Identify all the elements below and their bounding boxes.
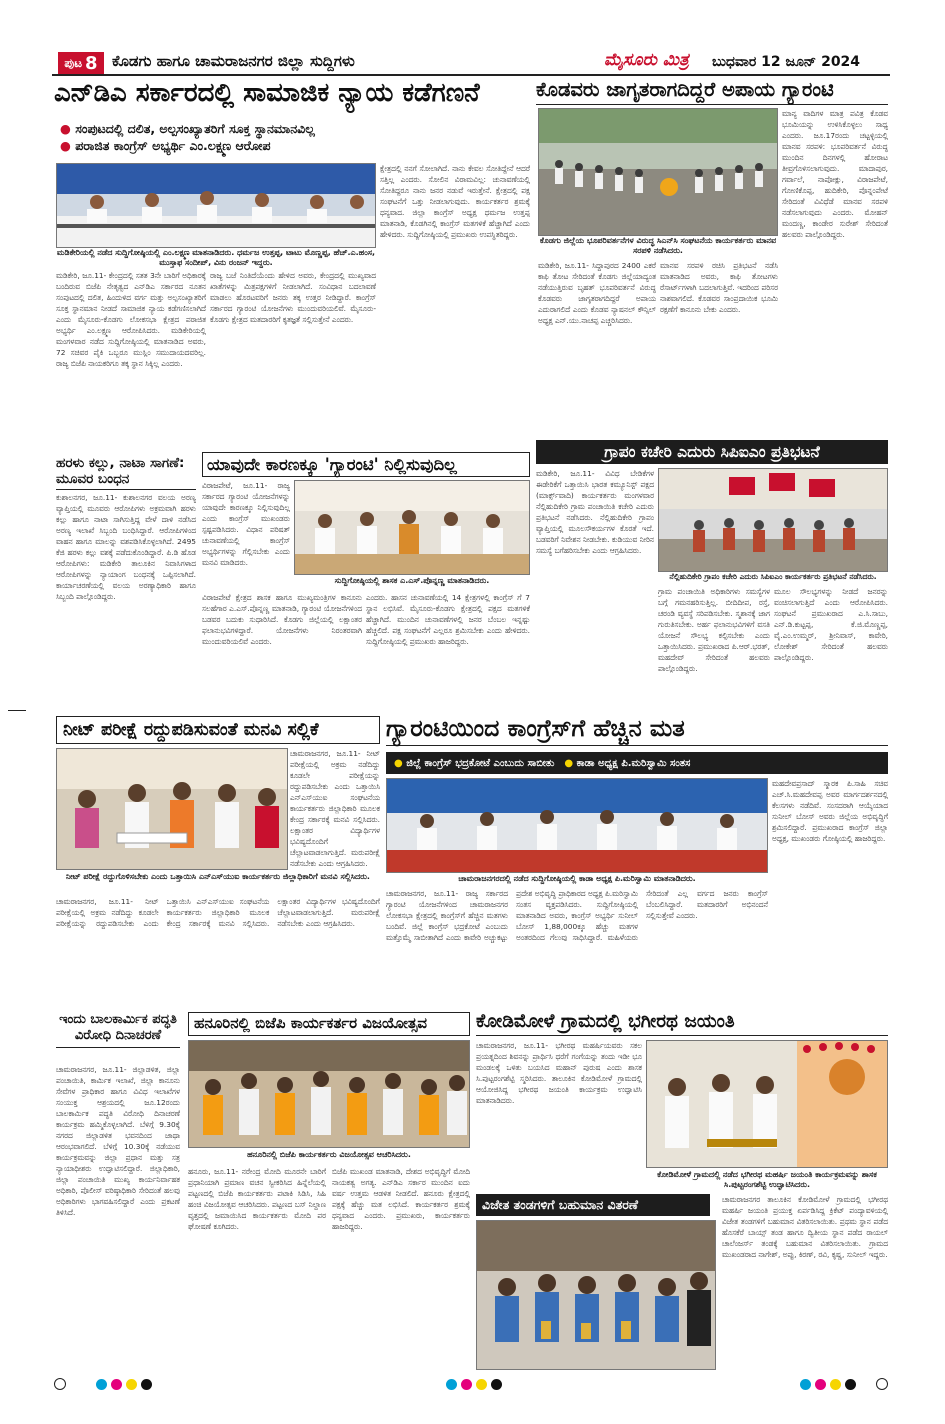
neet-headline: ನೀಟ್ ಪರೀಕ್ಷೆ ರದ್ದುಪಡಿಸುವಂತೆ ಮನವಿ ಸಲ್ಲಿಕೆ: [56, 716, 380, 744]
votes-headline: ಗ್ಯಾರಂಟಿಯಿಂದ ಕಾಂಗ್ರೆಸ್‌ಗೆ ಹೆಚ್ಚಿನ ಮತ: [386, 716, 888, 746]
lead-bullet-1: ● ಸಂಪುಟದಲ್ಲಿ ದಲಿತ, ಅಲ್ಪಸಂಖ್ಯಾತರಿಗೆ ಸೂಕ್ತ ಸ್ಥಾನಮಾನವಿಲ್ಲ: [60, 121, 315, 136]
team-image: [477, 1221, 716, 1370]
lead-bullets: [60, 120, 530, 154]
kodava-body-col1: ಮಡಿಕೇರಿ, ಜೂ.11- ಸಿದ್ದಾಪುರದ 2400 ಎಕರೆ ಕಾಫಿ ತೋಟ ಸೇರಿದಂತೆ ಕೊಡಗು ಜಿಲ್ಲೆಯಾದ್ಯಂತ ನಡೆಯುತ್ತಿರುವ ಬೃಹತ್ ಭೂಪರಿವರ್ತನೆ ವಿರುದ್ಧ ಕೊಡವರು ಜಾಗೃತರಾಗದಿದ್ದರೆ ಅಪಾಯ ಎದುರಾಗಲಿದೆ ಎಂದು ಕೊಡವ ನ್ಯಾಷನಲ್ ಕೌನ್ಸಿಲ್ ಅಧ್ಯಕ್ಷ ಎನ್.ಯು.ನಾಚಪ್ಪ ಎಚ್ಚರಿಸಿದರು.: [538, 261, 656, 325]
prize-photo: [476, 1220, 716, 1370]
cyan-dot-icon: [96, 1379, 107, 1390]
kodava-caption: ಕೊಡಗು ಜಿಲ್ಲೆಯ ಭೂಪರಿವರ್ತನೆಗಳ ವಿರುದ್ಧ ಸಿಎನ್‌ಸಿ ಸಂಘಟನೆಯ ಕಾರ್ಯಕರ್ತರು ಮಾನವ ಸರಪಳಿ ನಡೆಸಿದರು.: [539, 236, 777, 255]
kodava-body-col2: ಮಾನವ ಸರಪಳಿ ರಚಿಸಿ ಪ್ರತಿಭಟನೆ ನಡೆಸಿ ಮಾತನಾಡಿದ ಅವರು, ಕಾಫಿ ತೋಟಗಳು ರೆಸಾರ್ಟ್‌ಗಳಾಗಿ ಬದಲಾಗುತ್ತಿವೆ. ಇದರಿಂದ ಪರಿಸರ ನಾಶವಾಗಲಿದೆ. ಕೊಡವರ ಸಾಂಪ್ರದಾಯಿಕ ಭೂಮಿ ರಕ್ಷಣೆಗೆ ಕಾನೂನು ಬೇಕು ಎಂದರು.: [660, 261, 778, 314]
bhagiratha-headline: ಕೋಡಿಮೋಳೆ ಗ್ರಾಮದಲ್ಲಿ ಭಗೀರಥ ಜಯಂತಿ: [476, 1012, 888, 1036]
votes-caption: ಚಾಮರಾಜನಗರದಲ್ಲಿ ನಡೆದ ಸುದ್ದಿಗೋಷ್ಠಿಯಲ್ಲಿ ಕಾಡಾ ಅಧ್ಯಕ್ಷ ಪಿ.ಮರಿಸ್ವಾಮಿ ಮಾತನಾಡಿದರು.: [458, 874, 696, 883]
votes-subhead-1: ● ಜಿಲ್ಲೆ ಕಾಂಗ್ರೆಸ್ ಭದ್ರಕೋಟೆ ಎಂಬುದು ಸಾಬೀತು: [394, 757, 555, 769]
bhagiratha-body: ಚಾಮರಾಜನಗರ, ಜೂ.11- ಭಗೀರಥ ಮಹರ್ಷಿಯವರು ಸಕಲ ಪ್ರಯತ್ನದಿಂದ ಶಿವನನ್ನು ಪ್ರಾರ್ಥಿಸಿ ಧರೆಗೆ ಗಂಗೆಯನ್ನು ತಂದು ಇಡೀ ಭೂ ಮಂಡಲಕ್ಕೆ ಒಳಿತು ಬಯಸಿದ ಮಹಾನ್ ಪುರುಷ ಎಂದು ಶಾಸಕ ಸಿ.ಪುಟ್ಟರಂಗಶೆಟ್ಟಿ ಸ್ಮರಿಸಿದರು. ತಾಲೂಕಿನ ಕೋಡಿಮೋಳೆ ಗ್ರಾಮದಲ್ಲಿ ಆಯೋಜಿಸಿದ್ದ ಭಗೀರಥ ಜಯಂತಿ ಕಾರ್ಯಕ್ರಮ ಉದ್ಘಾಟಿಸಿ ಮಾತನಾಡಿದರು.: [476, 1041, 642, 1105]
guarantee-caption: ಸುದ್ದಿಗೋಷ್ಠಿಯಲ್ಲಿ ಶಾಸಕ ಎ.ಎಸ್.ಪೊನ್ನಣ್ಣ ಮಾತನಾಡಿದರು.: [334, 576, 490, 585]
press-meet-image: [57, 164, 376, 248]
prize-headline: ವಿಜೇತ ತಂಡಗಳಿಗೆ ಬಹುಮಾನ ವಿತರಣೆ: [476, 1194, 710, 1216]
page-number: 8: [85, 52, 98, 74]
kodava-headline: ಕೊಡವರು ಜಾಗೃತರಾಗದಿದ್ದರೆ ಅಪಾಯ ಗ್ಯಾರಂಟಿ: [536, 80, 888, 105]
memorandum-image: [57, 749, 288, 870]
yellow-dot-icon: [830, 1379, 841, 1390]
section-title: ಕೊಡಗು ಹಾಗೂ ಚಾಮರಾಜನಗರ ಜಿಲ್ಲಾ ಸುದ್ದಿಗಳು: [112, 52, 355, 70]
neet-caption: ನೀಟ್ ಪರೀಕ್ಷೆ ರದ್ದುಗೊಳಿಸಬೇಕು ಎಂದು ಒತ್ತಾಯಿಸಿ ಎನ್‌ಎಸ್‌ಯುಐ ಕಾರ್ಯಕರ್ತರು ಜಿಲ್ಲಾಧಿಕಾರಿಗೆ ಮನವಿ ಸಲ್ಲಿಸಿದರು.: [66, 872, 370, 881]
arrest-headline: ಹರಳು ಕಲ್ಲು, ನಾಟಾ ಸಾಗಣೆ: ಮೂವರ ಬಂಧನ: [56, 455, 196, 490]
color-bar-center: [446, 1379, 502, 1390]
page-label: ಪುಟ: [64, 55, 83, 70]
hanur-headline: ಹನೂರಿನಲ್ಲಿ ಬಿಜೆಪಿ ಕಾರ್ಯಕರ್ತರ ವಿಜಯೋತ್ಸವ: [188, 1012, 470, 1036]
yellow-dot-icon: [126, 1379, 137, 1390]
black-dot-icon: [845, 1379, 856, 1390]
press-meet-image: [387, 779, 768, 873]
hanur-body-col2: ಬಿಜೆಪಿ ಮುಖಂಡ ಮಾತನಾಡಿ, ದೇಶದ ಅಭಿವೃದ್ಧಿಗೆ ಮೋದಿ ನಾಯಕತ್ವ ಅಗತ್ಯ. ಎನ್‌ಡಿಎ ಸರ್ಕಾರ ಮುಂದಿನ ಐದು ವರ್ಷ ಉತ್ತಮ ಆಡಳಿತ ನೀಡಲಿದೆ. ಹನೂರು ಕ್ಷೇತ್ರದಲ್ಲಿ ಪಕ್ಷಕ್ಕೆ ಹೆಚ್ಚು ಮತ ಲಭಿಸಿದೆ. ಕಾರ್ಯಕರ್ತರ ಶ್ರಮಕ್ಕೆ ಧನ್ಯವಾದ ಎಂದರು. ಪ್ರಮುಖರು, ಕಾರ್ಯಕರ್ತರು ಹಾಜರಿದ್ದರು.: [332, 1167, 470, 1231]
guarantee-body-col2: ವಿರಾಜಪೇಟೆ ಕ್ಷೇತ್ರದ ಶಾಸಕ ಹಾಗೂ ಮುಖ್ಯಮಂತ್ರಿಗಳ ಕಾನೂನು ಸಲಹೆಗಾರ ಎ.ಎಸ್.ಪೊನ್ನಣ್ಣ ಮಾತನಾಡಿ, ಗ್ಯಾರಂಟಿ ಯೋಜನೆಗಳಿಂದ ಬಡವರ ಬದುಕು ಸುಧಾರಿಸಿದೆ. ಕೊಡಗು ಜಿಲ್ಲೆಯಲ್ಲಿ ಲಕ್ಷಾಂತರ ಫಲಾನುಭವಿಗಳಿದ್ದಾರೆ. ಯೋಜನೆಗಳು ನಿರಂತರವಾಗಿ ಮುಂದುವರಿಯಲಿವೆ ಎಂದರು.: [202, 593, 362, 646]
votes-body-part1: ಚಾಮರಾಜನಗರ, ಜೂ.11- ರಾಜ್ಯ ಸರ್ಕಾರದ ಗ್ಯಾರಂಟಿ ಯೋಜನೆಗಳಿಂದ ಚಾಮರಾಜನಗರ ಲೋಕಸಭಾ ಕ್ಷೇತ್ರದಲ್ಲಿ ಕಾಂಗ್ರೆಸ್‌ಗೆ ಹೆಚ್ಚಿನ ಮತಗಳು ಬಂದಿವೆ. ಜಿಲ್ಲೆ ಕಾಂಗ್ರೆಸ್ ಭದ್ರಕೋಟೆ ಎಂಬುದು ಮತ್ತೊಮ್ಮೆ ಸಾಬೀತಾಗಿದೆ ಎಂದು ಕಾವೇರಿ ಅಚ್ಚುಕಟ್ಟು ಪ್ರದೇಶ ಅಭಿವೃದ್ಧಿ ಪ್ರಾಧಿಕಾರದ ಅಧ್ಯಕ್ಷ ಪಿ.ಮರಿಸ್ವಾಮಿ ಸಂತಸ ವ್ಯಕ್ತಪಡಿಸಿದರು.: [386, 889, 638, 942]
newspaper-brand: ಮೈಸೂರು ಮಿತ್ರ: [604, 50, 689, 70]
kodava-photo: [538, 108, 778, 236]
votes-subhead-2: ● ಕಾಡಾ ಅಧ್ಯಕ್ಷ ಪಿ.ಮರಿಸ್ವಾಮಿ ಸಂತಸ: [564, 757, 691, 769]
guarantee-photo: [294, 480, 530, 575]
color-bar-right: [800, 1379, 856, 1390]
labour-headline: ಇಂದು ಬಾಲಕಾರ್ಮಿಕ ಪದ್ಧತಿ ವಿರೋಧಿ ದಿನಾಚರಣೆ: [56, 1012, 180, 1048]
cpim-body-col3: ಮೂಲ ಸೌಲಭ್ಯಗಳನ್ನು ನೀಡದೆ ಜನರನ್ನು ವಂಚಿಸಲಾಗುತ್ತಿದೆ ಎಂದು ಆರೋಪಿಸಿದರು. ಸಂಘಟನೆ ಪ್ರಮುಖರಾದ ಎ.ಸಿ.ಸಾಬು, ಎನ್.ಡಿ.ಕುಟ್ಟಪ್ಪ, ಕೆ.ಜಿ.ಮೊಣ್ಣಪ್ಪ, ವೈ.ಎಂ.ಉಮ್ಮರ್, ಶ್ರೀನಿವಾಸ್, ಕಾವೇರಿ, ಲೋಕೇಶ್ ಸೇರಿದಂತೆ ಹಲವರು ಪಾಲ್ಗೊಂಡಿದ್ದರು.: [774, 587, 888, 662]
prize-body: ಚಾಮರಾಜನಗರ ತಾಲೂಕಿನ ಕೋಡಿಮೋಳೆ ಗ್ರಾಮದಲ್ಲಿ ಭಗೀರಥ ಮಹರ್ಷಿ ಜಯಂತಿ ಪ್ರಯುಕ್ತ ಏರ್ಪಡಿಸಿದ್ದ ಕ್ರಿಕೆಟ್ ಪಂದ್ಯಾವಳಿಯಲ್ಲಿ ವಿಜೇತ ತಂಡಗಳಿಗೆ ಬಹುಮಾನ ವಿತರಿಸಲಾಯಿತು. ಪ್ರಥಮ ಸ್ಥಾನ ಪಡೆದ ಹೊಸಕೆರೆ ಬಾಯ್ಸ್ ತಂಡ ಹಾಗೂ ದ್ವಿತೀಯ ಸ್ಥಾನ ಪಡೆದ ರಾಯಲ್ ಚಾಲೆಂಜರ್ಸ್ ತಂಡಕ್ಕೆ ಬಹುಮಾನ ವಿತರಿಸಲಾಯಿತು. ಗ್ರಾಮದ ಮುಖಂಡರಾದ ನಾಗೇಶ್, ಅಪ್ಪು, ಕಿರಣ್, ರವಿ, ಕೃಷ್ಣ, ಸುನೀಲ್ ಇದ್ದರು.: [722, 1195, 888, 1259]
lead-body-col1: ಮಡಿಕೇರಿ, ಜೂ.11- ಕೇಂದ್ರದಲ್ಲಿ ಸತತ 3ನೇ ಬಾರಿಗೆ ಅಧಿಕಾರಕ್ಕೆ ಬಂದಿರುವ ಬಿಜೆಪಿ ನೇತೃತ್ವದ ಎನ್‌ಡಿಎ ಸರ್ಕಾರದ ನೂತನ ಸಂಪುಟದಲ್ಲಿ ದಲಿತ, ಹಿಂದುಳಿದ ವರ್ಗ ಮತ್ತು ಅಲ್ಪಸಂಖ್ಯಾತರಿಗೆ ಸೂಕ್ತ ಸ್ಥಾನಮಾನ ನೀಡದೆ ಸಾಮಾಜಿಕ ನ್ಯಾಯ ಕಡೆಗಣಿಸಲಾಗಿದೆ ಎಂದು ಮೈಸೂರು-ಕೊಡಗು ಲೋಕಸಭಾ ಕ್ಷೇತ್ರದ ಪರಾಜಿತ ಅಭ್ಯರ್ಥಿ ಎಂ.ಲಕ್ಷ್ಮಣ ಆರೋಪಿಸಿದರು. ಮಡಿಕೇರಿಯಲ್ಲಿ ಮಂಗಳವಾರ ನಡೆದ ಸುದ್ದಿಗೋಷ್ಠಿಯಲ್ಲಿ ಮಾತನಾಡಿದ ಅವರು, 72 ಸಚಿವರ ಪೈಕಿ ಒಬ್ಬರೂ ಮುಸ್ಲಿಂ ಸಮುದಾಯದವರಿಲ್ಲ. ರಾಜ್ಯ ಬಿಜೆಪಿ ನಾಯಕರಿಗೂ ತಕ್ಕ ಸ್ಥಾನ ಸಿಕ್ಕಿಲ್ಲ ಎಂದರು.: [56, 271, 206, 368]
ceremony-image: [647, 1041, 888, 1168]
guarantee-headline: ಯಾವುದೇ ಕಾರಣಕ್ಕೂ 'ಗ್ಯಾರಂಟಿ' ನಿಲ್ಲಿಸುವುದಿಲ್ಲ: [202, 452, 530, 477]
issue-date: ಬುಧವಾರ 12 ಜೂನ್ 2024: [712, 54, 861, 70]
magenta-dot-icon: [815, 1379, 826, 1390]
registration-mark-icon: [876, 1378, 888, 1390]
hanur-body-col1: ಹನೂರು, ಜೂ.11- ನರೇಂದ್ರ ಮೋದಿ ಮೂರನೇ ಬಾರಿಗೆ ಪ್ರಧಾನಿಯಾಗಿ ಪ್ರಮಾಣ ವಚನ ಸ್ವೀಕರಿಸಿದ ಹಿನ್ನೆಲೆಯಲ್ಲಿ ಪಟ್ಟಣದಲ್ಲಿ ಬಿಜೆಪಿ ಕಾರ್ಯಕರ್ತರು ಪಟಾಕಿ ಸಿಡಿಸಿ, ಸಿಹಿ ಹಂಚಿ ವಿಜಯೋತ್ಸವ ಆಚರಿಸಿದರು. ಪಟ್ಟಣದ ಬಸ್ ನಿಲ್ದಾಣ ವೃತ್ತದಲ್ಲಿ ಜಮಾಯಿಸಿದ ಕಾರ್ಯಕರ್ತರು ಮೋದಿ ಪರ ಘೋಷಣೆ ಕೂಗಿದರು.: [188, 1167, 326, 1231]
arrest-body: ಕುಶಾಲನಗರ, ಜೂ.11- ಕುಶಾಲನಗರ ವಲಯ ಅರಣ್ಯ ವ್ಯಾಪ್ತಿಯಲ್ಲಿ ಮೂವರು ಆರೋಪಿಗಳು ಅಕ್ರಮವಾಗಿ ಹರಳು ಕಲ್ಲು ಹಾಗೂ ನಾಟಾ ಸಾಗಿಸುತ್ತಿದ್ದ ವೇಳೆ ದಾಳಿ ನಡೆಸಿದ ಅರಣ್ಯ ಇಲಾಖೆ ಸಿಬ್ಬಂದಿ ಬಂಧಿಸಿದ್ದಾರೆ. ಆರೋಪಿಗಳಿಂದ ವಾಹನ ಹಾಗೂ ಮಾಲನ್ನು ವಶಪಡಿಸಿಕೊಳ್ಳಲಾಗಿದೆ. 2495 ಕೆಜಿ ಹರಳು ಕಲ್ಲು ವಶಕ್ಕೆ ಪಡೆದುಕೊಂಡಿದ್ದಾರೆ. ಪಿ.ಡಿ ಹೊಡ ಆರೋಪಿಗಳು: ಮಡಿಕೇರಿ ತಾಲೂಕಿನ ನಿವಾಸಿಗಳಾದ ಆರೋಪಿಗಳನ್ನು ನ್ಯಾಯಾಂಗ ಬಂಧನಕ್ಕೆ ಒಪ್ಪಿಸಲಾಗಿದೆ. ಕಾರ್ಯಾಚರಣೆಯಲ್ಲಿ ವಲಯ ಅರಣ್ಯಾಧಿಕಾರಿ ಹಾಗೂ ಸಿಬ್ಬಂದಿ ಪಾಲ್ಗೊಂಡಿದ್ದರು.: [56, 493, 196, 601]
cpim-caption: ನೆಲ್ಲಿಹುದಿಕೇರಿ ಗ್ರಾಪಂ ಕಚೇರಿ ಎದುರು ಸಿಪಿಐಎಂ ಕಾರ್ಯಕರ್ತರು ಪ್ರತಿಭಟನೆ ನಡೆಸಿದರು.: [669, 572, 877, 581]
lead-body-col2: ರಾಜ್ಯ ಬಜೆ ನಿಂತಿದೆಯೆಂದು ಹೇಳಿದ ಅವರು, ಕೇಂದ್ರದಲ್ಲಿ ಮುಖ್ಯವಾದ ಖಾತೆಗಳನ್ನು ಮಿತ್ರಪಕ್ಷಗಳಿಗೆ ನೀಡಲಾಗಿದೆ. ಸಂವಿಧಾನ ಬದಲಾವಣೆ ಮಾಡಲು ಹೊರಟವರಿಗೆ ಜನರು ತಕ್ಕ ಉತ್ತರ ನೀಡಿದ್ದಾರೆ. ಕಾಂಗ್ರೆಸ್ ಸರ್ಕಾರದ ಗ್ಯಾರಂಟಿ ಯೋಜನೆಗಳು ಮುಂದುವರಿಯಲಿವೆ. ಮೈಸೂರು-ಕೊಡಗು ಕ್ಷೇತ್ರದ ಮತದಾರರಿಗೆ ಕೃತಜ್ಞತೆ ಸಲ್ಲಿಸುತ್ತೇನೆ ಎಂದರು.: [210, 271, 376, 324]
votes-body: [386, 888, 768, 1010]
cpim-headline: ಗ್ರಾಪಂ ಕಚೇರಿ ಎದುರು ಸಿಪಿಐಎಂ ಪ್ರತಿಭಟನೆ: [536, 440, 888, 464]
yellow-dot-icon: [476, 1379, 487, 1390]
labour-body: ಚಾಮರಾಜನಗರ, ಜೂ.11- ಜಿಲ್ಲಾಡಳಿತ, ಜಿಲ್ಲಾ ಪಂಚಾಯಿತಿ, ಕಾರ್ಮಿಕ ಇಲಾಖೆ, ಜಿಲ್ಲಾ ಕಾನೂನು ಸೇವೆಗಳ ಪ್ರಾಧಿಕಾರ ಹಾಗೂ ವಿವಿಧ ಇಲಾಖೆಗಳ ಸಂಯುಕ್ತ ಆಶ್ರಯದಲ್ಲಿ ಜೂ.12ರಂದು ಬಾಲಕಾರ್ಮಿಕ ಪದ್ಧತಿ ವಿರೋಧಿ ದಿನಾಚರಣೆ ಕಾರ್ಯಕ್ರಮ ಹಮ್ಮಿಕೊಳ್ಳಲಾಗಿದೆ. ಬೆಳಿಗ್ಗೆ 9.30ಕ್ಕೆ ನಗರದ ಜಿಲ್ಲಾಡಳಿತ ಭವನದಿಂದ ಜಾಥಾ ಆರಂಭವಾಗಲಿದೆ. ಬೆಳಿಗ್ಗೆ 10.30ಕ್ಕೆ ನಡೆಯುವ ಕಾರ್ಯಕ್ರಮವನ್ನು ಜಿಲ್ಲಾ ಪ್ರಧಾನ ಮತ್ತು ಸತ್ರ ನ್ಯಾಯಾಧೀಶರು ಉದ್ಘಾಟಿಸಲಿದ್ದಾರೆ. ಜಿಲ್ಲಾಧಿಕಾರಿ, ಜಿಲ್ಲಾ ಪಂಚಾಯಿತಿ ಮುಖ್ಯ ಕಾರ್ಯನಿರ್ವಾಹಕ ಅಧಿಕಾರಿ, ಪೊಲೀಸ್ ವರಿಷ್ಠಾಧಿಕಾರಿ ಸೇರಿದಂತೆ ಹಲವು ಅಧಿಕಾರಿಗಳು ಭಾಗವಹಿಸಲಿದ್ದಾರೆ ಎಂದು ಪ್ರಕಟಣೆ ತಿಳಿಸಿದೆ.: [56, 1065, 180, 1217]
black-dot-icon: [141, 1379, 152, 1390]
lead-bullet-2: ● ಪರಾಜಿತ ಕಾಂಗ್ರೆಸ್ ಅಭ್ಯರ್ಥಿ ಎಂ.ಲಕ್ಷ್ಮಣ ಆರೋಪ: [60, 138, 271, 153]
page-number-badge: [58, 52, 104, 74]
cyan-dot-icon: [446, 1379, 457, 1390]
votes-photo: [386, 778, 768, 873]
guarantee-body-col1: ವಿರಾಜಪೇಟೆ, ಜೂ.11- ರಾಜ್ಯ ಸರ್ಕಾರದ ಗ್ಯಾರಂಟಿ ಯೋಜನೆಗಳನ್ನು ಯಾವುದೇ ಕಾರಣಕ್ಕೂ ನಿಲ್ಲಿಸುವುದಿಲ್ಲ ಎಂದು ಕಾಂಗ್ರೆಸ್ ಮುಖಂಡರು ಸ್ಪಷ್ಟಪಡಿಸಿದರು. ವಿಧಾನ ಪರಿಷತ್ ಚುನಾವಣೆಯಲ್ಲಿ ಕಾಂಗ್ರೆಸ್ ಅಭ್ಯರ್ಥಿಗಳನ್ನು ಗೆಲ್ಲಿಸಬೇಕು ಎಂದು ಮನವಿ ಮಾಡಿದರು.: [202, 481, 290, 567]
cpim-photo: [658, 468, 888, 572]
neet-body-col2: ಚಾಮರಾಜನಗರ, ಜೂ.11- ನೀಟ್ ಪರೀಕ್ಷೆಯಲ್ಲಿ ಅಕ್ರಮ ನಡೆದಿದ್ದು ಕೂಡಲೇ ಪರೀಕ್ಷೆಯನ್ನು ರದ್ದುಪಡಿಸಬೇಕು ಎಂದು ಒತ್ತಾಯಿಸಿ ಎನ್‌ಎಸ್‌ಯುಐ ಸಂಘಟನೆಯ ಕಾರ್ಯಕರ್ತರು ಜಿಲ್ಲಾಧಿಕಾರಿ ಮೂಲಕ ಕೇಂದ್ರ ಸರ್ಕಾರಕ್ಕೆ ಮನವಿ ಸಲ್ಲಿಸಿದರು. ಲಕ್ಷಾಂತರ ವಿದ್ಯಾರ್ಥಿಗಳ ಭವಿಷ್ಯದೊಂದಿಗೆ ಚೆಲ್ಲಾಟವಾಡಲಾಗುತ್ತಿದೆ. ಮರುಪರೀಕ್ಷೆ ನಡೆಸಬೇಕು ಎಂದು ಆಗ್ರಹಿಸಿದರು.: [56, 897, 380, 928]
black-dot-icon: [491, 1379, 502, 1390]
magenta-dot-icon: [111, 1379, 122, 1390]
registration-mark-icon: [54, 1378, 66, 1390]
kodava-body-col3: ಮಾನ್ಯ ವಾದಿಗಳ ಮಾತ್ರ ಪವಿತ್ರ ಕೊಡವ ಭೂಮಿಯನ್ನು ಉಳಿಸಿಕೊಳ್ಳಲು ಸಾಧ್ಯ ಎಂದರು. ಜೂ.17ರಂದು ಚಟ್ಟಳ್ಳಿಯಲ್ಲಿ ಮಾನವ ಸರಪಳಿ: ಭೂಪರಿವರ್ತನೆ ವಿರುದ್ಧ ಮುಂದಿನ ದಿನಗಳಲ್ಲಿ ಹೋರಾಟ ತೀವ್ರಗೊಳಿಸಲಾಗುವುದು. ಮಾದಾಪುರ, ಗರ್ವಾಲೆ, ನಾಪೋಕ್ಲು, ವಿರಾಜಪೇಟೆ, ಗೋಣಿಕೊಪ್ಪ, ಹುದಿಕೇರಿ, ಪೊನ್ನಂಪೇಟೆ ಸೇರಿದಂತೆ ವಿವಿಧೆಡೆ ಮಾನವ ಸರಪಳಿ ನಡೆಸಲಾಗುವುದು ಎಂದರು. ಮೋಹನ್ ಮಂದಣ್ಣ, ಕಾಂಡೇರ ಸುರೇಶ್ ಸೇರಿದಂತೆ ಹಲವರು ಪಾಲ್ಗೊಂಡಿದ್ದರು.: [782, 109, 888, 239]
hanur-photo: [188, 1040, 470, 1148]
fold-mark: [8, 710, 26, 711]
cpim-body-col2: ಗ್ರಾಮ ಪಂಚಾಯಿತಿ ಅಧಿಕಾರಿಗಳು ಸಮಸ್ಯೆಗಳ ಬಗ್ಗೆ ಗಮನಹರಿಸುತ್ತಿಲ್ಲ. ಬೀದಿದೀಪ, ರಸ್ತೆ, ಚರಂಡಿ ವ್ಯವಸ್ಥೆ ಸರಿಪಡಿಸಬೇಕು. ಸ್ಮಶಾನಕ್ಕೆ ಜಾಗ ಗುರುತಿಸಬೇಕು. ಅರ್ಹ ಫಲಾನುಭವಿಗಳಿಗೆ ವಸತಿ ಯೋಜನೆ ಸೌಲಭ್ಯ ಕಲ್ಪಿಸಬೇಕು ಎಂದು ಒತ್ತಾಯಿಸಿದರು. ಪ್ರಮುಖರಾದ ಪಿ.ಆರ್.ಭರತ್, ಮಹದೇವ್ ಸೇರಿದಂತೆ ಹಲವರು ಪಾಲ್ಗೊಂಡಿದ್ದರು.: [658, 587, 770, 673]
protest-image: [659, 469, 888, 572]
lead-caption: ಮಡಿಕೇರಿಯಲ್ಲಿ ನಡೆದ ಸುದ್ದಿಗೋಷ್ಠಿಯಲ್ಲಿ ಎಂ.ಲಕ್ಷ್ಮಣ ಮಾತನಾಡಿದರು. ಧರ್ಮಜ ಉತ್ತಪ್ಪ, ಟಾಟು ಮೊಣ್ಣಪ್ಪ, ಹೆಚ್.ಎ.ಹಂಸ, ಮುಸ್ತಾಫ ಸಂದೀಪ್, ವಿನು ರಂಜನ್ ಇದ್ದರು.: [56, 248, 376, 267]
bhagiratha-caption: ಕೋಡಿಮೋಳೆ ಗ್ರಾಮದಲ್ಲಿ ನಡೆದ ಭಗೀರಥ ಮಹರ್ಷಿ ಜಯಂತಿ ಕಾರ್ಯಕ್ರಮವನ್ನು ಶಾಸಕ ಸಿ.ಪುಟ್ಟರಂಗಶೆಟ್ಟಿ ಉದ್ಘಾಟಿಸಿದರು.: [657, 1170, 877, 1189]
cpim-body-col1: ಮಡಿಕೇರಿ, ಜೂ.11- ವಿವಿಧ ಬೇಡಿಕೆಗಳ ಈಡೇರಿಕೆಗೆ ಒತ್ತಾಯಿಸಿ ಭಾರತ ಕಮ್ಯೂನಿಸ್ಟ್ ಪಕ್ಷದ (ಮಾರ್ಕ್ಸ್‌ವಾದಿ) ಕಾರ್ಯಕರ್ತರು ಮಂಗಳವಾರ ನೆಲ್ಲಿಹುದಿಕೇರಿ ಗ್ರಾಮ ಪಂಚಾಯಿತಿ ಕಚೇರಿ ಎದುರು ಪ್ರತಿಭಟನೆ ನಡೆಸಿದರು. ನೆಲ್ಲಿಹುದಿಕೇರಿ ಗ್ರಾಪಂ ವ್ಯಾಪ್ತಿಯಲ್ಲಿ ಮೂಲಸೌಕರ್ಯಗಳ ಕೊರತೆ ಇದೆ. ಬಡವರಿಗೆ ನಿವೇಶನ ನೀಡಬೇಕು. ಕುಡಿಯುವ ನೀರಿನ ಸಮಸ್ಯೆ ಬಗೆಹರಿಸಬೇಕು ಎಂದು ಆಗ್ರಹಿಸಿದರು.: [536, 469, 654, 555]
bhagiratha-photo: [646, 1040, 888, 1168]
guarantee-body-col3: ಎಂದರು. ಹಾಸನ ಚುನಾವಣೆಯಲ್ಲಿ 14 ಕ್ಷೇತ್ರಗಳಲ್ಲಿ ಕಾಂಗ್ರೆಸ್ ಗೆ 7 ಸ್ಥಾನ ಲಭಿಸಿವೆ. ಮೈಸೂರು-ಕೊಡಗು ಕ್ಷೇತ್ರದಲ್ಲಿ ಪಕ್ಷದ ಮತಗಳಿಕೆ ಹೆಚ್ಚಾಗಿದೆ. ಮುಂದಿನ ಚುನಾವಣೆಗಳಲ್ಲಿ ಜನರ ಬೆಂಬಲ ಇನ್ನಷ್ಟು ಹೆಚ್ಚಲಿದೆ. ಪಕ್ಷ ಸಂಘಟನೆಗೆ ಎಲ್ಲರೂ ಶ್ರಮಿಸಬೇಕು ಎಂದು ಹೇಳಿದರು. ಸುದ್ದಿಗೋಷ್ಠಿಯಲ್ಲಿ ಪ್ರಮುಖರು ಹಾಜರಿದ್ದರು.: [366, 593, 530, 646]
cyan-dot-icon: [800, 1379, 811, 1390]
lead-headline: ಎನ್‌ಡಿಎ ಸರ್ಕಾರದಲ್ಲಿ ಸಾಮಾಜಿಕ ನ್ಯಾಯ ಕಡೆಗಣನೆ: [54, 78, 480, 108]
human-chain-image: [539, 109, 778, 236]
votes-subheads: [386, 752, 888, 774]
magenta-dot-icon: [461, 1379, 472, 1390]
hanur-caption: ಹನೂರಿನಲ್ಲಿ ಬಿಜೆಪಿ ಕಾರ್ಯಕರ್ತರು ವಿಜಯೋತ್ಸವ ಆಚರಿಸಿದರು.: [247, 1150, 411, 1159]
votes-body-part2: ಸುದ್ದಿಗೋಷ್ಠಿಯಲ್ಲಿ ಮಾತನಾಡಿದ ಅವರು, ಕಾಂಗ್ರೆಸ್ ಅಭ್ಯರ್ಥಿ ಸುನೀಲ್ ಬೋಸ್ 1,88,000ಕ್ಕೂ ಹೆಚ್ಚು ಮತಗಳ ಅಂತರದಿಂದ ಗೆಲುವು ಸಾಧಿಸಿದ್ದಾರೆ. ಮಹಿಳೆಯರು ಸೇರಿದಂತೆ ಎಲ್ಲ ವರ್ಗದ ಜನರು ಕಾಂಗ್ರೆಸ್ ಬೆಂಬಲಿಸಿದ್ದಾರೆ. ಮತದಾರರಿಗೆ ಅಭಿನಂದನೆ ಸಲ್ಲಿಸುತ್ತೇವೆ ಎಂದರು.: [516, 889, 768, 942]
neet-photo: [56, 748, 288, 870]
press-meet-image: [295, 481, 530, 575]
votes-body-col4: ಮಹದೇವಪ್ರಸಾದ್ ಸ್ಮಾರಕ ಪಿ.ಸಾಹಿ ಸಚಿವ ಎಚ್.ಸಿ.ಮಹದೇವಪ್ಪ ಅವರ ಮಾರ್ಗದರ್ಶನದಲ್ಲಿ ಕೆಲಸಗಳು ನಡೆದಿವೆ. ಸಂಸದರಾಗಿ ಆಯ್ಕೆಯಾದ ಸುನೀಲ್ ಬೋಸ್ ಅವರು ಜಿಲ್ಲೆಯ ಅಭಿವೃದ್ಧಿಗೆ ಶ್ರಮಿಸಲಿದ್ದಾರೆ. ಪ್ರಮುಖರಾದ ಕಾಂಗ್ರೆಸ್ ಜಿಲ್ಲಾ ಅಧ್ಯಕ್ಷ, ಮುಖಂಡರು ಗೋಷ್ಠಿಯಲ್ಲಿ ಹಾಜರಿದ್ದರು.: [772, 779, 888, 843]
lead-photo: [56, 163, 376, 248]
celebration-image: [189, 1041, 470, 1148]
neet-body-col1: ಚಾಮರಾಜನಗರ, ಜೂ.11- ನೀಟ್ ಪರೀಕ್ಷೆಯಲ್ಲಿ ಅಕ್ರಮ ನಡೆದಿದ್ದು ಕೂಡಲೇ ಪರೀಕ್ಷೆಯನ್ನು ರದ್ದುಪಡಿಸಬೇಕು ಎಂದು ಒತ್ತಾಯಿಸಿ ಎನ್‌ಎಸ್‌ಯುಐ ಸಂಘಟನೆಯ ಕಾರ್ಯಕರ್ತರು ಜಿಲ್ಲಾಧಿಕಾರಿ ಮೂಲಕ ಕೇಂದ್ರ ಸರ್ಕಾರಕ್ಕೆ ಮನವಿ ಸಲ್ಲಿಸಿದರು. ಲಕ್ಷಾಂತರ ವಿದ್ಯಾರ್ಥಿಗಳ ಭವಿಷ್ಯದೊಂದಿಗೆ ಚೆಲ್ಲಾಟವಾಡಲಾಗುತ್ತಿದೆ. ಮರುಪರೀಕ್ಷೆ ನಡೆಸಬೇಕು ಎಂದು ಆಗ್ರಹಿಸಿದರು.: [290, 749, 380, 868]
lead-body-col3: ಕ್ಷೇತ್ರದಲ್ಲಿ ನನಗೆ ಸೋಲಾಗಿದೆ. ನಾನು ಕೇವಲ ಸೋತಿದ್ದೇನೆ ಆದರೆ ಸತ್ತಿಲ್ಲ ಎಂದರು. ಸೋಲಿನ ವಿರಾಮವಿಲ್ಲ: ಚುನಾವಣೆಯಲ್ಲಿ ಸೋತಿದ್ದರೂ ನಾನು ಜನರ ನಡುವೆ ಇರುತ್ತೇನೆ. ಕ್ಷೇತ್ರದಲ್ಲಿ ಪಕ್ಷ ಸಂಘಟನೆಗೆ ಒತ್ತು ನೀಡಲಾಗುವುದು. ಕಾರ್ಯಕರ್ತರ ಶ್ರಮಕ್ಕೆ ಧನ್ಯವಾದ. ಜಿಲ್ಲಾ ಕಾಂಗ್ರೆಸ್ ಅಧ್ಯಕ್ಷ ಧರ್ಮಜ ಉತ್ತಪ್ಪ ಮಾತನಾಡಿ, ಕೊಡಗಿನಲ್ಲಿ ಕಾಂಗ್ರೆಸ್ ಮತಗಳಿಕೆ ಹೆಚ್ಚಾಗಿದೆ ಎಂದು ಹೇಳಿದರು. ಸುದ್ದಿಗೋಷ್ಠಿಯಲ್ಲಿ ಪ್ರಮುಖರು ಉಪಸ್ಥಿತರಿದ್ದರು.: [380, 164, 530, 239]
color-bar-left: [96, 1379, 152, 1390]
